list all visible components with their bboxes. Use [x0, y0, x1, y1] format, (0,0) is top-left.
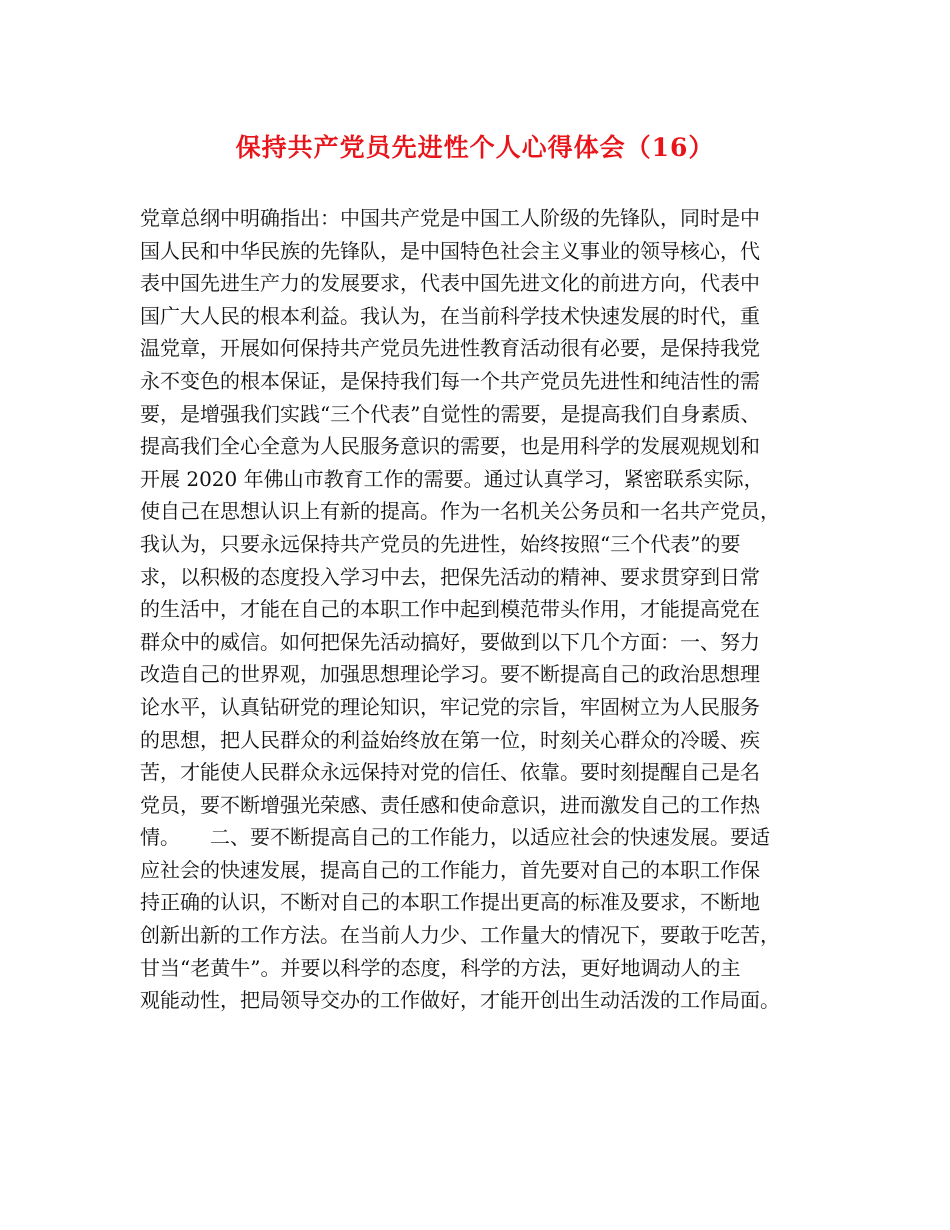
body-line: 表中国先进生产力的发展要求，代表中国先进文化的前进方向，代表中 [140, 271, 760, 296]
body-line: 党员，要不断增强光荣感、责任感和使命意识，进而激发自己的工作热 [140, 792, 760, 817]
document-title: 保持共产党员先进性个人心得体会（16） [235, 133, 715, 162]
body-line: 应社会的快速发展，提高自己的工作能力，首先要对自己的本职工作保 [140, 857, 760, 882]
body-line: 国广大人民的根本利益。我认为，在当前科学技术快速发展的时代，重 [140, 303, 760, 328]
body-line: 论水平，认真钻研党的理论知识，牢记党的宗旨，牢固树立为人民服务 [140, 694, 760, 719]
body-line: 永不变色的根本保证，是保持我们每一个共产党员先进性和纯洁性的需 [140, 368, 760, 393]
body-line: 党章总纲中明确指出：中国共产党是中国工人阶级的先锋队，同时是中 [140, 206, 760, 230]
document-body [140, 202, 830, 1017]
body-line: 的生活中，才能在自己的本职工作中起到模范带头作用，才能提高党在 [140, 597, 760, 622]
body-line: 创新出新的工作方法。在当前人力少、工作量大的情况下，要敢于吃苦， [140, 923, 780, 948]
body-line: 苦，才能使人民群众永远保持对党的信任、依靠。要时刻提醒自己是名 [140, 760, 760, 785]
body-line: 温党章，开展如何保持共产党员先进性教育活动很有必要，是保持我党 [140, 336, 760, 361]
body-line: 情。 二、要不断提高自己的工作能力，以适应社会的快速发展。要适 [140, 825, 770, 850]
body-line: 观能动性，把局领导交办的工作做好，才能开创出生动活泼的工作局面。 [140, 988, 780, 1013]
body-line: 甘当“老黄牛”。并要以科学的态度，科学的方法，更好地调动人的主 [140, 955, 741, 980]
body-line: 的思想，把人民群众的利益始终放在第一位，时刻关心群众的冷暖、疾 [140, 727, 760, 752]
body-line: 求，以积极的态度投入学习中去，把保先活动的精神、要求贯穿到日常 [140, 564, 760, 589]
body-line: 改造自己的世界观，加强思想理论学习。要不断提高自己的政治思想理 [140, 662, 760, 687]
body-line: 我认为，只要永远保持共产党员的先进性，始终按照“三个代表”的要 [140, 531, 741, 556]
body-line: 使自己在思想认识上有新的提高。作为一名机关公务员和一名共产党员， [140, 499, 780, 524]
body-line: 群众中的威信。如何把保先活动搞好，要做到以下几个方面：一、努力 [140, 629, 760, 654]
body-line: 要，是增强我们实践“三个代表”自觉性的需要，是提高我们自身素质、 [140, 401, 761, 426]
body-line: 持正确的认识，不断对自己的本职工作提出更高的标准及要求，不断地 [140, 890, 760, 915]
body-line: 国人民和中华民族的先锋队，是中国特色社会主义事业的领导核心，代 [140, 238, 760, 263]
body-line: 提高我们全心全意为人民服务意识的需要，也是用科学的发展观规划和 [140, 434, 760, 459]
body-line: 开展 2020 年佛山市教育工作的需要。通过认真学习，紧密联系实际， [140, 466, 764, 491]
